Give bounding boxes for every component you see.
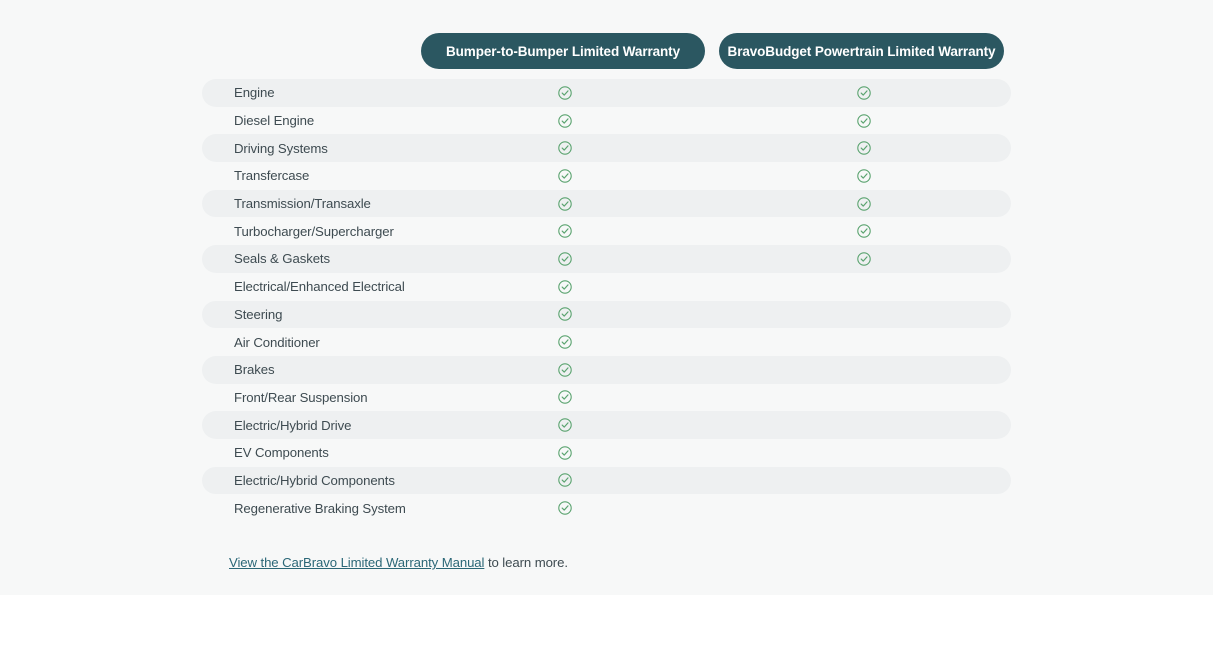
table-row (202, 217, 1011, 245)
feature-label: Front/Rear Suspension (234, 389, 368, 405)
check-circle-icon (857, 169, 871, 183)
check-circle-icon (558, 141, 572, 155)
check-circle-icon (558, 335, 572, 349)
check-circle-icon (558, 307, 572, 321)
table-row (202, 301, 1011, 329)
check-circle-icon (558, 390, 572, 404)
table-row (202, 245, 1011, 273)
table-row (202, 162, 1011, 190)
footnote-suffix: to learn more. (484, 555, 568, 570)
column-header-bumper-to-bumper[interactable]: Bumper-to-Bumper Limited Warranty (421, 33, 705, 69)
check-circle-icon (558, 473, 572, 487)
table-row (202, 107, 1011, 135)
table-row (202, 467, 1011, 495)
check-circle-icon (558, 224, 572, 238)
feature-label: EV Components (234, 445, 329, 461)
table-row (202, 411, 1011, 439)
table-row (202, 384, 1011, 412)
table-row (202, 439, 1011, 467)
check-circle-icon (558, 86, 572, 100)
check-circle-icon (558, 169, 572, 183)
check-circle-icon (857, 252, 871, 266)
check-circle-icon (857, 141, 871, 155)
feature-label: Seals & Gaskets (234, 251, 330, 267)
check-circle-icon (558, 280, 572, 294)
feature-label: Electric/Hybrid Components (234, 472, 395, 488)
feature-label: Air Conditioner (234, 334, 320, 350)
check-circle-icon (558, 114, 572, 128)
check-circle-icon (558, 197, 572, 211)
check-circle-icon (857, 86, 871, 100)
feature-label: Turbocharger/Supercharger (234, 223, 394, 239)
check-circle-icon (857, 114, 871, 128)
footnote (229, 555, 568, 570)
feature-label: Electrical/Enhanced Electrical (234, 279, 405, 295)
check-circle-icon (558, 446, 572, 460)
feature-label: Brakes (234, 362, 275, 378)
table-row (202, 134, 1011, 162)
table-row (202, 494, 1011, 522)
feature-label: Diesel Engine (234, 113, 315, 129)
feature-label: Regenerative Braking System (234, 500, 406, 516)
warranty-manual-link[interactable]: View the CarBravo Limited Warranty Manual (229, 555, 485, 570)
feature-label: Transfercase (234, 168, 310, 184)
feature-rows (202, 79, 1011, 522)
feature-label: Driving Systems (234, 140, 328, 156)
check-circle-icon (558, 501, 572, 515)
feature-label: Electric/Hybrid Drive (234, 417, 352, 433)
table-row (202, 79, 1011, 107)
check-circle-icon (558, 363, 572, 377)
check-circle-icon (558, 252, 572, 266)
check-circle-icon (558, 418, 572, 432)
feature-label: Engine (234, 85, 275, 101)
table-row (202, 356, 1011, 384)
feature-label: Transmission/Transaxle (234, 196, 371, 212)
table-row (202, 328, 1011, 356)
check-circle-icon (857, 224, 871, 238)
bottom-strip (0, 595, 1213, 648)
table-row (202, 273, 1011, 301)
table-row (202, 190, 1011, 218)
feature-label: Steering (234, 306, 283, 322)
check-circle-icon (857, 197, 871, 211)
column-header-powertrain[interactable]: BravoBudget Powertrain Limited Warranty (719, 33, 1004, 69)
column-headers (0, 33, 1213, 69)
